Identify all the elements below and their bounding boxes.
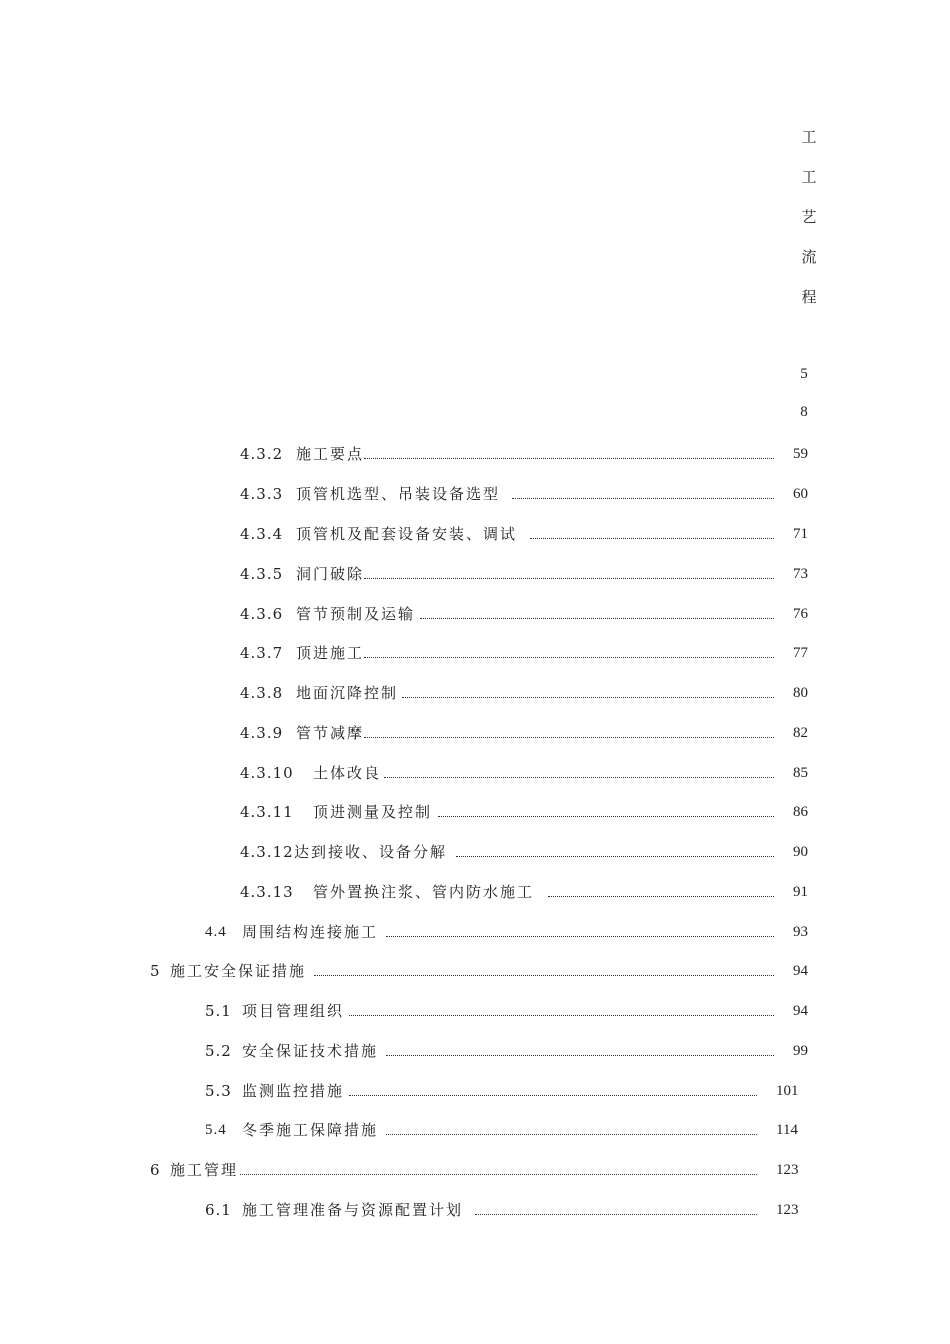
toc-entry[interactable] xyxy=(205,1040,815,1062)
toc-entry-number: 6 xyxy=(150,1161,161,1179)
toc-dot-leader xyxy=(548,896,774,897)
toc-entry-page: 60 xyxy=(793,486,808,502)
toc-entry-page: 77 xyxy=(793,645,808,661)
toc-dot-leader xyxy=(386,1055,774,1056)
toc-entry-number: 4.3.11 xyxy=(240,803,294,821)
toc-entry[interactable] xyxy=(205,1199,815,1221)
toc-dot-leader xyxy=(420,618,774,619)
toc-entry[interactable] xyxy=(240,603,815,625)
toc-entry-title: 项目管理组织 xyxy=(242,1002,345,1020)
toc-dot-leader xyxy=(364,458,774,459)
toc-entry[interactable] xyxy=(205,1119,815,1141)
toc-dot-leader xyxy=(364,737,774,738)
toc-entry-page: 114 xyxy=(776,1122,798,1138)
toc-entry-page: 71 xyxy=(793,526,808,542)
toc-entry-title: 施工管理准备与资源配置计划 xyxy=(242,1201,464,1219)
toc-entry-number: 4.3.4 xyxy=(240,525,284,543)
toc-entry-title: 管节预制及运输 xyxy=(296,605,416,623)
toc-entry[interactable] xyxy=(240,642,815,664)
vertical-char: 流 xyxy=(801,248,817,266)
vertical-char: 工 xyxy=(801,128,817,146)
toc-entry-number: 5.4 xyxy=(205,1122,227,1138)
toc-entry-page: 59 xyxy=(793,446,808,462)
toc-entry-number: 4.3.9 xyxy=(240,724,284,742)
vertical-char: 艺 xyxy=(801,208,817,226)
toc-entry-page: 73 xyxy=(793,566,808,582)
toc-entry-number: 4.3.13 xyxy=(240,883,294,901)
toc-entry-title: 顶进施工 xyxy=(296,644,365,662)
toc-entry-title: 达到接收、设备分解 xyxy=(294,843,448,861)
toc-entry[interactable] xyxy=(205,921,815,943)
toc-entry[interactable] xyxy=(240,801,815,823)
toc-entry-page: 91 xyxy=(793,884,808,900)
toc-entry-title: 管节减摩 xyxy=(296,724,365,742)
toc-entry-page: 99 xyxy=(793,1043,808,1059)
toc-entry-number: 5.1 xyxy=(205,1002,232,1020)
toc-entry-number: 4.3.3 xyxy=(240,485,284,503)
toc-entry-title: 施工安全保证措施 xyxy=(170,962,307,980)
toc-entry-number: 4.3.12 xyxy=(240,843,294,861)
toc-entry-title: 顶进测量及控制 xyxy=(313,803,433,821)
toc-entry-page: 94 xyxy=(793,963,808,979)
toc-dot-leader xyxy=(349,1095,757,1096)
vertical-char: 程 xyxy=(801,288,817,306)
toc-dot-leader xyxy=(386,936,774,937)
toc-entry-page: 82 xyxy=(793,725,808,741)
toc-entry-page: 123 xyxy=(776,1162,799,1178)
toc-entry-page: 123 xyxy=(776,1202,799,1218)
toc-dot-leader xyxy=(384,777,774,778)
toc-entry[interactable] xyxy=(240,563,815,585)
toc-entry-number: 4.3.5 xyxy=(240,565,284,583)
toc-entry-number: 4.4 xyxy=(205,924,227,940)
toc-dot-leader xyxy=(386,1134,757,1135)
toc-dot-leader xyxy=(314,975,774,976)
toc-entry-title: 施工要点 xyxy=(296,445,365,463)
toc-dot-leader xyxy=(402,697,774,698)
toc-entry[interactable] xyxy=(240,881,815,903)
toc-entry-page: 90 xyxy=(793,844,808,860)
toc-dot-leader xyxy=(349,1015,774,1016)
toc-entry-page: 86 xyxy=(793,804,808,820)
toc-entry[interactable] xyxy=(240,682,815,704)
toc-entry-number: 4.3.6 xyxy=(240,605,284,623)
toc-dot-leader xyxy=(512,498,774,499)
toc-entry-title: 地面沉降控制 xyxy=(296,684,399,702)
toc-entry-page: 94 xyxy=(793,1003,808,1019)
toc-dot-leader xyxy=(364,657,774,658)
toc-dot-leader xyxy=(240,1174,757,1175)
toc-entry[interactable] xyxy=(240,523,815,545)
toc-entry[interactable] xyxy=(240,722,815,744)
toc-entry-number: 5.2 xyxy=(205,1042,232,1060)
toc-entry-number: 4.3.2 xyxy=(240,445,284,463)
toc-entry-title: 周围结构连接施工 xyxy=(242,923,379,941)
toc-entry-title: 顶管机选型、吊装设备选型 xyxy=(296,485,501,503)
toc-entry-title: 管外置换注浆、管内防水施工 xyxy=(313,883,535,901)
vertical-char: 工 xyxy=(801,168,817,186)
toc-entry[interactable] xyxy=(205,1080,815,1102)
toc-dot-leader xyxy=(475,1214,757,1215)
toc-dot-leader xyxy=(438,816,774,817)
toc-entry-page: 93 xyxy=(793,924,808,940)
toc-entry[interactable] xyxy=(150,1159,815,1181)
toc-entry-page: 80 xyxy=(793,685,808,701)
toc-entry-title: 施工管理 xyxy=(170,1161,239,1179)
toc-entry-page: 76 xyxy=(793,606,808,622)
toc-entry[interactable] xyxy=(240,483,815,505)
toc-entry-number: 4.3.8 xyxy=(240,684,284,702)
toc-entry[interactable] xyxy=(240,841,815,863)
toc-entry-number: 5 xyxy=(150,962,161,980)
toc-entry[interactable] xyxy=(150,960,815,982)
toc-dot-leader xyxy=(530,538,774,539)
vertical-page-digit: 8 xyxy=(800,404,808,420)
toc-entry-title: 监测监控措施 xyxy=(242,1082,345,1100)
toc-entry-number: 6.1 xyxy=(205,1201,232,1219)
vertical-page-digit: 5 xyxy=(800,366,808,382)
toc-entry-number: 5.3 xyxy=(205,1082,232,1100)
toc-dot-leader xyxy=(364,578,774,579)
toc-entry-title: 冬季施工保障措施 xyxy=(242,1121,379,1139)
toc-entry-title: 安全保证技术措施 xyxy=(242,1042,379,1060)
toc-entry[interactable] xyxy=(240,762,815,784)
toc-dot-leader xyxy=(456,856,774,857)
toc-entry-number: 4.3.10 xyxy=(240,764,294,782)
toc-entry-title: 洞门破除 xyxy=(296,565,365,583)
toc-entry-page: 101 xyxy=(776,1083,799,1099)
toc-entry[interactable] xyxy=(240,443,815,465)
toc-entry-title: 土体改良 xyxy=(313,764,382,782)
toc-entry-page: 85 xyxy=(793,765,808,781)
toc-entry-number: 4.3.7 xyxy=(240,644,284,662)
toc-entry-title: 顶管机及配套设备安装、调试 xyxy=(296,525,518,543)
toc-entry[interactable] xyxy=(205,1000,815,1022)
